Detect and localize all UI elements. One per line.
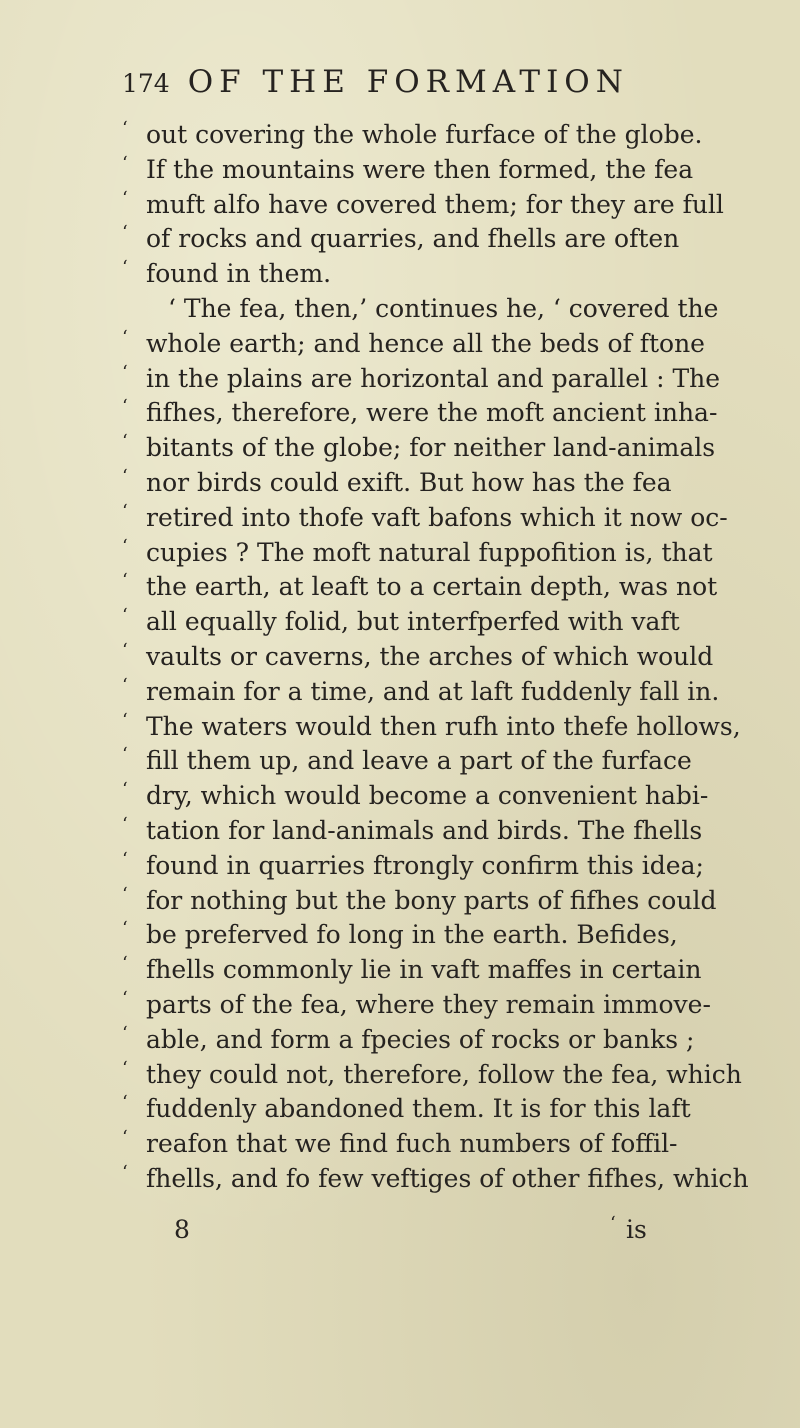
catchword-text: is xyxy=(626,1215,647,1244)
signature-mark: 8 xyxy=(174,1215,190,1244)
margin-quote-mark: ‘ xyxy=(122,1092,128,1114)
line-text: muft alfo have covered them; for they are full xyxy=(146,189,724,219)
text-line xyxy=(122,1162,798,1197)
line-text: out covering the whole furface of the globe. xyxy=(146,120,703,149)
margin-quote-mark: ‘ xyxy=(122,639,128,661)
text-line xyxy=(122,536,798,571)
margin-quote-mark: ‘ xyxy=(122,396,128,418)
margin-quote-mark: ‘ xyxy=(122,674,128,696)
text-line xyxy=(122,744,798,779)
catchword xyxy=(610,1212,647,1248)
margin-quote-mark: ‘ xyxy=(122,779,128,801)
line-text: nor birds could exift. But how has the fea xyxy=(146,467,672,497)
text-line xyxy=(122,1092,798,1127)
line-text: fhells commonly lie in vaft maffes in certain xyxy=(146,955,702,985)
margin-quote-mark: ‘ xyxy=(122,883,128,905)
line-text: be preferved fo long in the earth. Befides, xyxy=(146,920,678,950)
margin-quote-mark: ‘ xyxy=(122,848,128,870)
text-line xyxy=(122,1023,798,1058)
running-head xyxy=(122,64,629,112)
margin-quote-mark: ‘ xyxy=(122,152,128,174)
margin-quote-mark: ‘ xyxy=(122,744,128,766)
margin-quote-mark: ‘ xyxy=(122,361,128,383)
text-line xyxy=(122,640,798,675)
margin-quote-mark: ‘ xyxy=(122,1161,128,1183)
line-text: of rocks and quarries, and fhells are often xyxy=(146,224,680,254)
text-line xyxy=(122,675,798,710)
margin-quote-mark: ‘ xyxy=(122,605,128,627)
line-text: fifhes, therefore, were the moft ancient inha- xyxy=(146,398,718,428)
text-line xyxy=(122,884,798,919)
margin-quote-mark: ‘ xyxy=(122,465,128,487)
line-text: fhells, and fo few veftiges of other fifhes, which xyxy=(146,1163,749,1193)
text-line xyxy=(122,188,798,223)
line-text: bitants of the globe; for neither land-animals xyxy=(146,433,716,463)
text-line xyxy=(122,362,798,397)
margin-quote-mark: ‘ xyxy=(122,500,128,522)
text-line xyxy=(122,918,798,953)
line-text: found in quarries ftrongly confirm this idea; xyxy=(146,850,704,880)
line-text: parts of the fea, where they remain immove- xyxy=(146,989,711,1019)
body-text xyxy=(122,118,798,1197)
margin-quote-mark: ‘ xyxy=(122,1057,128,1079)
text-line xyxy=(122,396,798,431)
margin-quote-mark: ‘ xyxy=(122,1022,128,1044)
page-footer xyxy=(122,1212,798,1248)
text-line xyxy=(122,570,798,605)
text-line xyxy=(122,710,798,745)
text-line xyxy=(122,118,798,153)
margin-quote-mark: ‘ xyxy=(122,431,128,453)
text-line xyxy=(122,153,798,188)
line-text: ‘ The fea, then,’ continues he, ‘ covered the xyxy=(168,293,719,323)
margin-quote-mark: ‘ xyxy=(122,987,128,1009)
text-line xyxy=(122,849,798,884)
margin-quote-mark: ‘ xyxy=(122,813,128,835)
text-line xyxy=(122,1127,798,1162)
line-text: tation for land-animals and birds. The fhells xyxy=(146,815,703,845)
text-line xyxy=(122,1058,798,1093)
line-text: fill them up, and leave a part of the furface xyxy=(146,746,692,776)
text-line xyxy=(122,292,798,327)
chapter-title: OF THE FORMATION xyxy=(187,64,629,100)
text-line xyxy=(122,814,798,849)
line-text: retired into thofe vaft bafons which it now oc- xyxy=(146,502,728,532)
line-text: in the plains are horizontal and parallel : The xyxy=(146,363,721,393)
line-text: If the mountains were then formed, the fea xyxy=(146,154,694,184)
margin-quote-mark: ‘ xyxy=(122,1127,128,1149)
margin-quote-mark: ‘ xyxy=(122,118,128,139)
line-text: The waters would then rufh into thefe hollows, xyxy=(146,711,741,741)
line-text: all equally folid, but interfperfed with vaft xyxy=(146,607,680,637)
page-number: 174 xyxy=(122,69,170,98)
text-line xyxy=(122,327,798,362)
line-text: remain for a time, and at laft fuddenly fall in. xyxy=(146,676,720,706)
text-line xyxy=(122,779,798,814)
margin-quote-mark: ‘ xyxy=(122,953,128,975)
line-text: fuddenly abandoned them. It is for this laft xyxy=(146,1094,691,1124)
margin-quote-mark: ‘ xyxy=(122,570,128,592)
line-text: found in them. xyxy=(146,259,332,289)
line-text: for nothing but the bony parts of fifhes could xyxy=(146,885,717,915)
text-line xyxy=(122,953,798,988)
margin-quote-mark: ‘ xyxy=(122,187,128,209)
line-text: reafon that we find fuch numbers of foffil- xyxy=(146,1129,678,1159)
text-line xyxy=(122,605,798,640)
line-text: whole earth; and hence all the beds of ftone xyxy=(146,328,705,358)
text-line xyxy=(122,988,798,1023)
text-line xyxy=(122,431,798,466)
line-text: dry, which would become a convenient habi- xyxy=(146,781,709,811)
text-line xyxy=(122,257,798,292)
margin-quote-mark: ‘ xyxy=(122,535,128,557)
margin-quote-mark: ‘ xyxy=(122,709,128,731)
margin-quote-mark: ‘ xyxy=(122,257,128,279)
line-text: vaults or caverns, the arches of which would xyxy=(146,641,714,671)
margin-quote-mark xyxy=(122,286,146,321)
line-text: the earth, at leaft to a certain depth, was not xyxy=(146,572,718,602)
line-text: cupies ? The moft natural fuppofition is, that xyxy=(146,537,713,567)
line-text: able, and form a fpecies of rocks or banks ; xyxy=(146,1024,695,1054)
line-text: they could not, therefore, follow the fea, which xyxy=(146,1059,742,1089)
catchword-quote-mark: ‘ xyxy=(610,1213,616,1234)
margin-quote-mark: ‘ xyxy=(122,326,128,348)
text-line xyxy=(122,222,798,257)
margin-quote-mark: ‘ xyxy=(122,918,128,940)
text-line xyxy=(122,466,798,501)
margin-quote-mark: ‘ xyxy=(122,222,128,244)
text-line xyxy=(122,501,798,536)
